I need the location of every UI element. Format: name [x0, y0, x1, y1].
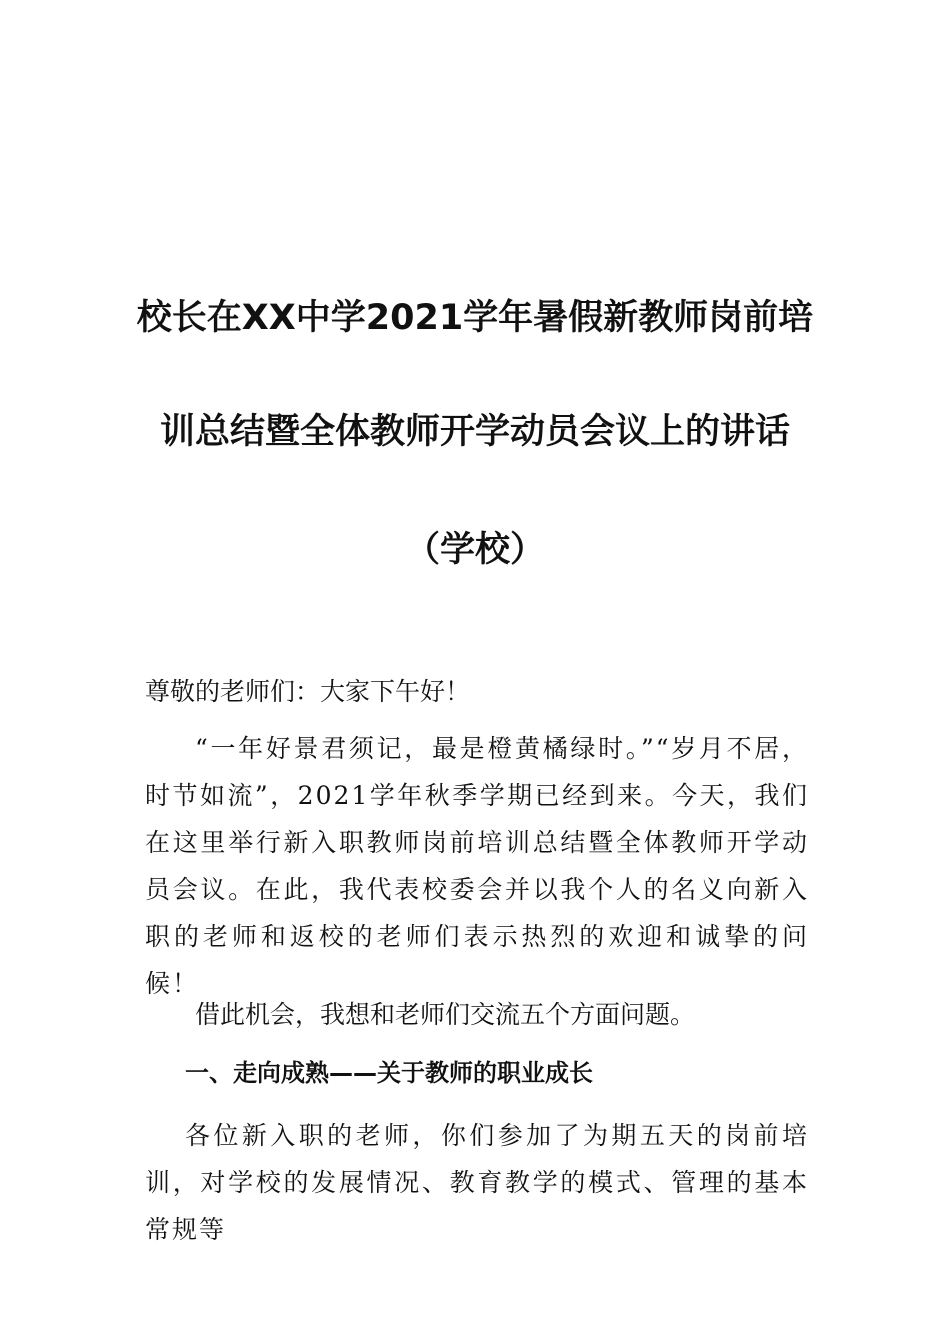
intro-paragraph: 借此机会，我想和老师们交流五个方面问题。 [195, 1000, 696, 1029]
document-title-line-3: （学校） [404, 530, 545, 570]
section-paragraph: 各位新入职的老师，你们参加了为期五天的岗前培训，对学校的发展情况、教育教学的模式、管理的基本常规等 [145, 1121, 809, 1244]
document-title-line-2: 训总结暨全体教师开学动员会议上的讲话 [159, 412, 790, 452]
document-title-line-1: 校长在XX中学2021学年暑假新教师岗前培 [136, 298, 814, 338]
salutation: 尊敬的老师们：大家下午好！ [145, 677, 471, 706]
section-heading: 一、走向成熟——关于教师的职业成长 [185, 1059, 593, 1087]
opening-paragraph: “一年好景君须记，最是橙黄橘绿时。”“岁月不居，时节如流”，2021学年秋季学期已经到来。今天，我们在这里举行新入职教师岗前培训总结暨全体教师开学动员会议。在此，我代表校委会并以我个人的名义向新入职的老师和返校的老师们表示热烈的欢迎和诚挚的问候！ [145, 734, 809, 998]
